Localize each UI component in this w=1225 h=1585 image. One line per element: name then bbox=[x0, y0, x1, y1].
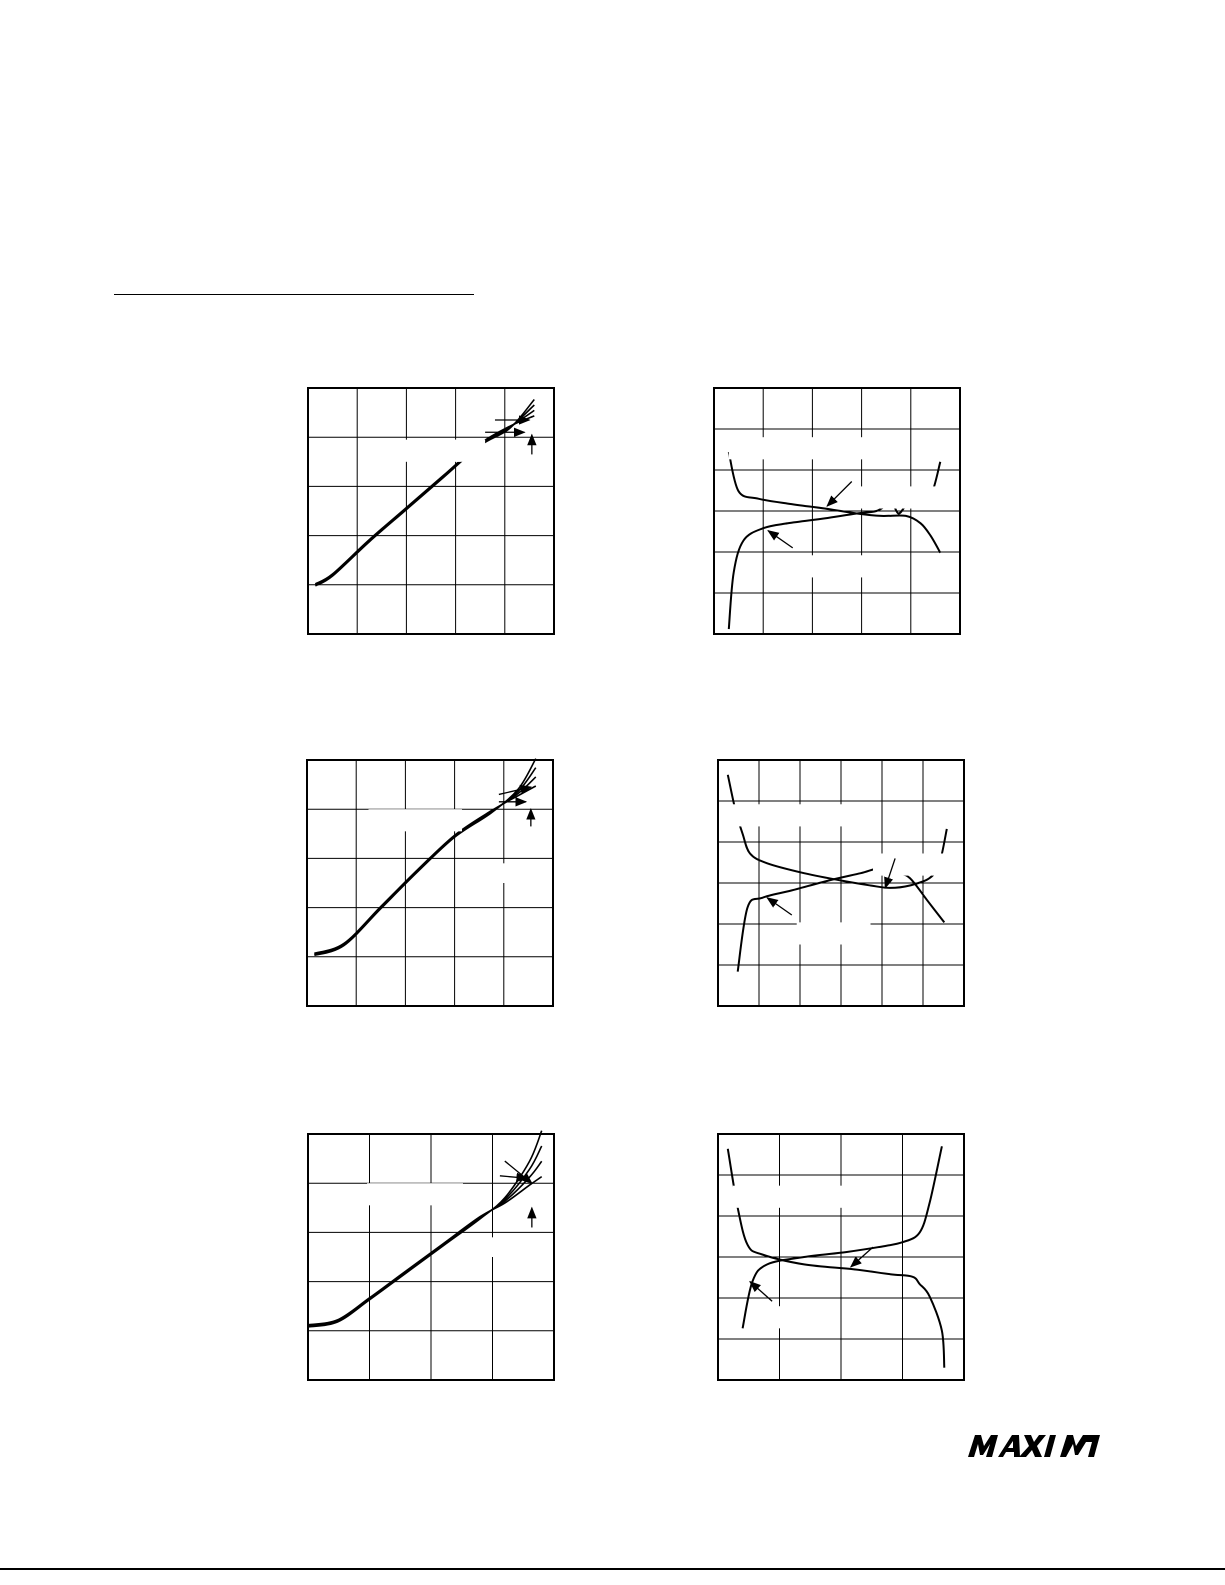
plot-3 bbox=[307, 760, 553, 1006]
plot-5-curve-0-trace-3 bbox=[308, 1131, 542, 1327]
plot-1-frame bbox=[308, 388, 554, 634]
plot-6-curve-0 bbox=[728, 1149, 945, 1368]
plot-2-arrow-1 bbox=[768, 531, 793, 548]
plot-2-svg bbox=[714, 388, 960, 634]
plot-5 bbox=[308, 1134, 554, 1380]
plot-2-arrow-0 bbox=[827, 481, 852, 506]
plot-6 bbox=[718, 1134, 964, 1380]
plot-5-blank-1 bbox=[488, 1237, 562, 1257]
plot-2-blank-2 bbox=[795, 555, 869, 577]
plot-3-curve-0-trace-2 bbox=[314, 768, 535, 955]
plot-3-blank-1 bbox=[484, 863, 558, 883]
plot-1-blank-0 bbox=[370, 440, 461, 462]
plot-5-svg bbox=[308, 1134, 554, 1380]
plot-4-blank-1 bbox=[873, 853, 947, 875]
plot-2-blank-1 bbox=[852, 486, 941, 508]
plot-3-curve-0-trace-3 bbox=[314, 759, 535, 956]
plot-1-curve-0-trace-3 bbox=[315, 400, 534, 586]
plot-1-curve-0-trace-1 bbox=[315, 410, 534, 584]
plot-1-blank-1 bbox=[456, 440, 486, 462]
plot-5-curve-0-trace-2 bbox=[308, 1146, 542, 1326]
plot-6-curve-1 bbox=[743, 1146, 942, 1328]
plot-4-svg bbox=[718, 760, 964, 1006]
plot-1 bbox=[308, 388, 554, 634]
plot-4 bbox=[718, 760, 964, 1006]
plot-3-svg bbox=[307, 760, 553, 1006]
plot-6-blank-0 bbox=[733, 1186, 876, 1208]
plot-6-svg bbox=[718, 1134, 964, 1380]
maxim-logo bbox=[968, 1433, 1100, 1459]
plot-4-arrow-1 bbox=[767, 898, 792, 915]
plot-1-svg bbox=[308, 388, 554, 634]
plot-5-blank-0 bbox=[367, 1183, 463, 1205]
plot-4-blank-2 bbox=[797, 922, 871, 944]
plot-2 bbox=[714, 388, 960, 634]
plot-2-blank-0 bbox=[729, 437, 882, 459]
section-heading-rule bbox=[114, 294, 474, 295]
plot-6-blank-1 bbox=[770, 1306, 839, 1328]
footer-rule bbox=[0, 1568, 1225, 1570]
plot-4-blank-0 bbox=[730, 804, 875, 826]
plot-3-blank-0 bbox=[369, 809, 462, 831]
